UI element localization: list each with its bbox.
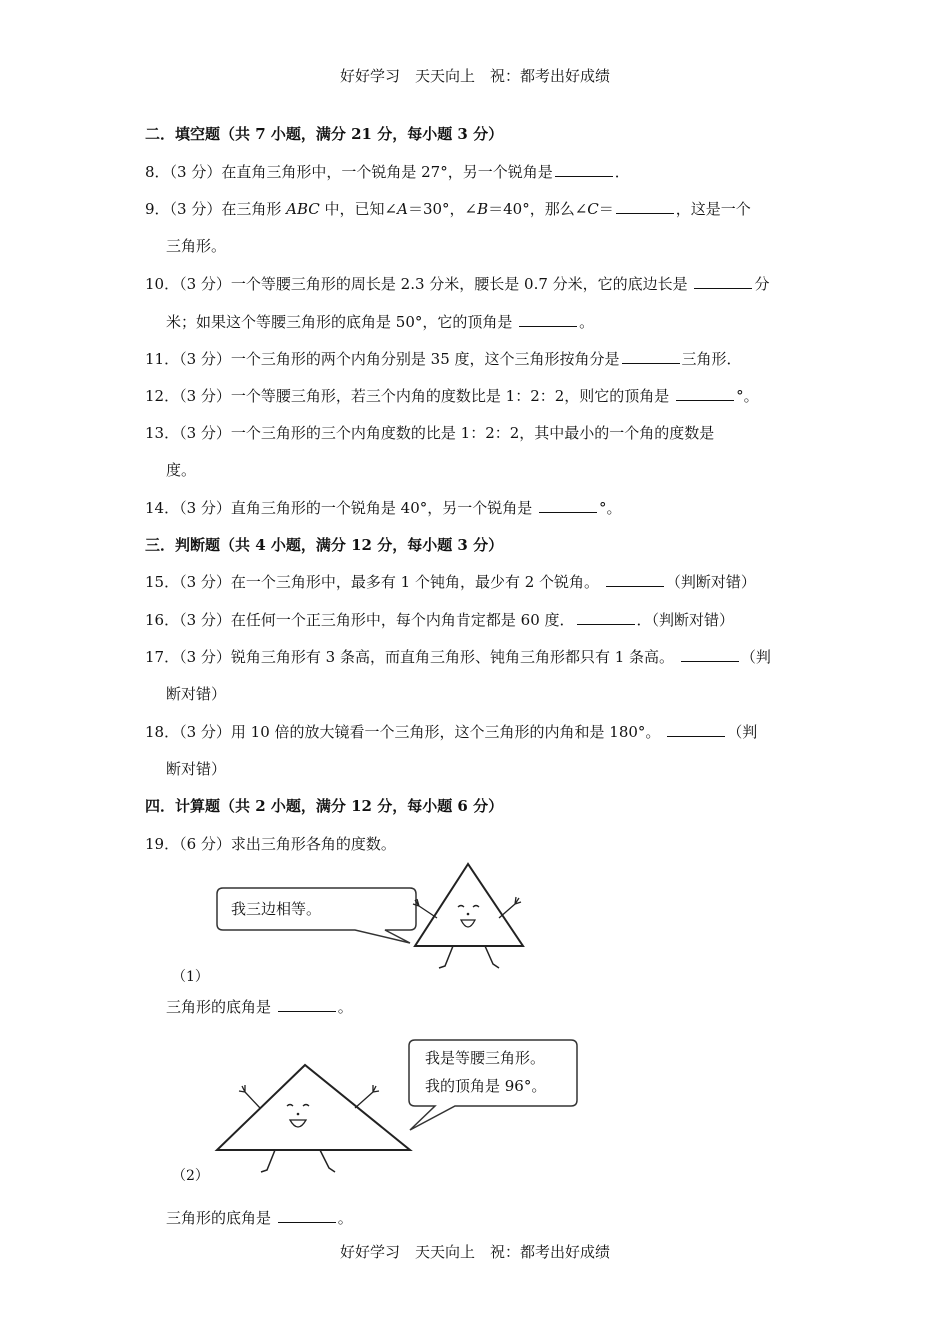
bubble-2-line-2: 我的顶角是 96°。 [425,1077,547,1095]
bubble-1-text: 我三边相等。 [231,900,322,918]
q11-text-b: 三角形． [681,350,742,368]
q19-answer-blank-1[interactable] [278,997,336,1012]
question-11 [145,349,742,369]
q9-b: B [477,200,489,218]
q9-continuation: 三角形。 [166,237,227,255]
bubble-2-line-1: 我是等腰三角形。 [425,1049,546,1067]
q18-continuation: 断对错） [166,760,227,778]
q19-answer-2 [166,1208,353,1228]
page-header: 好好学习 天天向上 祝：都考出好成绩 [339,67,610,85]
q11-text-a: 11．（3 分）一个三角形的两个内角分别是 35 度，这个三角形按角分是 [145,350,620,368]
q13-continuation: 度。 [166,461,197,479]
q14-text-a: 14．（3 分）直角三角形的一个锐角是 40°，另一个锐角是 [145,499,538,517]
q18-text-b: （判 [727,723,758,741]
q9-answer-blank[interactable] [616,199,674,214]
q19-answer-blank-2[interactable] [278,1208,336,1223]
q9-c: C [587,200,599,218]
q19-ans1-end: 。 [337,998,353,1016]
section-fill-in-title: 二．填空题（共 7 小题，满分 21 分，每小题 3 分） [145,125,504,143]
q9-text-e: ＝ [598,200,614,218]
question-16 [145,610,734,630]
section-calc-title: 四．计算题（共 2 小题，满分 12 分，每小题 6 分） [145,797,504,815]
q17-text-b: （判 [740,648,771,666]
question-18 [145,722,757,742]
q9-text-f: ，这是一个 [675,200,751,218]
q12-text-b: °。 [736,387,759,405]
question-17 [145,647,771,667]
q18-text-a: 18．（3 分）用 10 倍的放大镜看一个三角形，这个三角形的内角和是 180°。 [145,723,666,741]
figure-2-label: （2） [172,1168,209,1184]
q9-abc: ABC [286,200,320,218]
q10-answer-blank-2[interactable] [519,312,577,327]
question-10 [145,274,769,294]
q17-continuation: 断对错） [166,685,227,703]
q15-text-b: （判断对错） [665,573,756,591]
q17-text-a: 17．（3 分）锐角三角形有 3 条高，而直角三角形、钝角三角形都只有 1 条高。 [145,648,679,666]
left-leg [439,946,453,968]
question-19: 19．（6 分）求出三角形各角的度数。 [145,835,396,853]
q10-continuation [166,312,594,332]
q16-text-a: 16．（3 分）在任何一个正三角形中，每个内角肯定都是 60 度． [145,611,575,629]
q9-text-b: 中，已知∠ [319,200,398,218]
question-9 [145,199,751,219]
q9-a: A [397,200,408,218]
question-12 [145,386,759,406]
q9-text-c: ＝30°，∠ [407,200,478,218]
q12-text-a: 12．（3 分）一个等腰三角形，若三个内角的度数比是 1：2：2，则它的顶角是 [145,387,675,405]
q8-text: 8．（3 分）在直角三角形中，一个锐角是 27°，另一个锐角是 [145,163,553,181]
question-15 [145,572,756,592]
left-arm-2 [239,1085,260,1108]
q8-answer-blank[interactable] [555,162,613,177]
q10-answer-blank-1[interactable] [694,274,752,289]
q9-text-d: ＝40°，那么∠ [488,200,588,218]
question-13: 13．（3 分）一个三角形的三个内角度数的比是 1：2：2，其中最小的一个角的度数是 [145,424,715,442]
q15-answer-blank[interactable] [606,572,664,587]
section-judgment-title: 三．判断题（共 4 小题，满分 12 分，每小题 3 分） [145,536,504,554]
right-leg-2 [320,1150,335,1172]
q10-text-d: 。 [579,313,595,331]
right-arm-2 [355,1085,379,1108]
equilateral-triangle-shape [415,864,523,946]
nose [467,913,470,916]
q10-text-b: 分 [754,275,770,293]
q14-answer-blank[interactable] [539,498,597,513]
isosceles-triangle-shape [217,1065,410,1150]
question-14 [145,498,622,518]
q16-answer-blank[interactable] [577,610,635,625]
q12-answer-blank[interactable] [676,386,734,401]
q19-ans1-text: 三角形的底角是 [166,998,276,1016]
q10-text-c: 米；如果这个等腰三角形的底角是 50°，它的顶角是 [166,313,518,331]
q18-answer-blank[interactable] [667,722,725,737]
q19-answer-1 [166,997,353,1017]
figure-1-label: （1） [172,969,209,985]
q19-ans2-end: 。 [337,1209,353,1227]
q8-end: ． [614,163,630,181]
q15-text-a: 15．（3 分）在一个三角形中，最多有 1 个钝角，最少有 2 个锐角。 [145,573,604,591]
q16-text-b: ．（判断对错） [636,611,735,629]
right-arm [499,897,521,918]
q19-ans2-text: 三角形的底角是 [166,1209,276,1227]
q10-text-a: 10．（3 分）一个等腰三角形的周长是 2.3 分米，腰长是 0.7 分米，它的底边长是 [145,275,693,293]
question-8 [145,162,630,182]
page-footer: 好好学习 天天向上 祝：都考出好成绩 [339,1243,610,1261]
q9-text-a: 9．（3 分）在三角形 [145,200,287,218]
q17-answer-blank[interactable] [681,647,739,662]
nose-2 [297,1113,300,1116]
q11-answer-blank[interactable] [622,349,680,364]
q14-text-b: °。 [599,499,622,517]
left-leg-2 [261,1150,275,1172]
right-leg [485,946,499,968]
